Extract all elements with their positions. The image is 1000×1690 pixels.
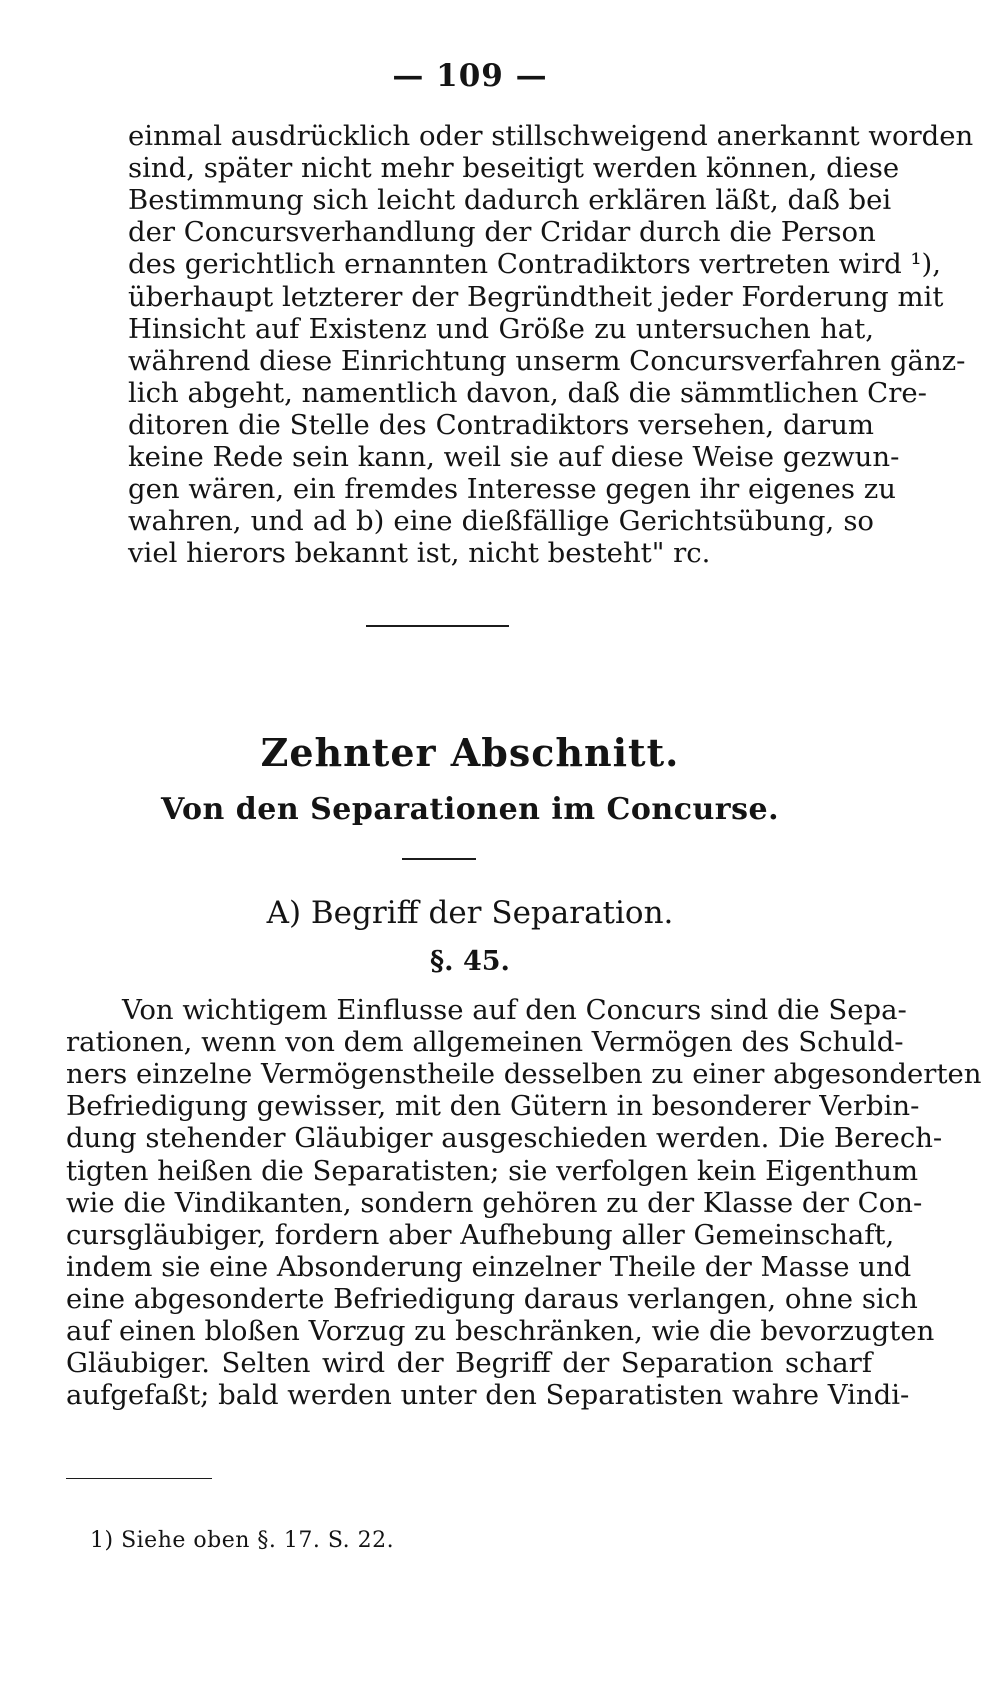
text-line: Bestimmung sich leicht dadurch erklären läßt, daß bei bbox=[128, 184, 892, 216]
paragraph-number: §. 45. bbox=[430, 946, 510, 977]
text-line: viel hierors bekannt ist, nicht besteht" rc. bbox=[128, 537, 711, 569]
text-line: des gerichtlich ernannten Contradiktors vertreten wird ¹), bbox=[128, 248, 941, 280]
text-line: wahren, und ad b) eine dießfällige Gerichtsübung, so bbox=[128, 505, 874, 537]
footnote-rule bbox=[66, 1478, 212, 1479]
section-subtitle: Von den Separationen im Concurse. bbox=[160, 792, 780, 827]
text-line: sind, später nicht mehr beseitigt werden können, diese bbox=[128, 152, 900, 184]
section-title: Zehnter Abschnitt. bbox=[260, 730, 680, 775]
text-line: indem sie eine Absonderung einzelner Theile der Masse und bbox=[66, 1251, 912, 1283]
text-line: während diese Einrichtung unserm Concursverfahren gänz- bbox=[128, 345, 966, 377]
subheading: A) Begriff der Separation. bbox=[266, 895, 674, 931]
text-line: ditoren die Stelle des Contradiktors versehen, darum bbox=[128, 409, 874, 441]
text-line: wie die Vindikanten, sondern gehören zu der Klasse der Con- bbox=[66, 1187, 923, 1219]
text-line: einmal ausdrücklich oder stillschweigend anerkannt worden bbox=[128, 120, 974, 152]
text-line: dung stehender Gläubiger ausgeschieden werden. Die Berech- bbox=[66, 1122, 943, 1154]
text-line: tigten heißen die Separatisten; sie verfolgen kein Eigenthum bbox=[66, 1155, 919, 1187]
text-line: eine abgesonderte Befriedigung daraus verlangen, ohne sich bbox=[66, 1283, 918, 1315]
text-line: gen wären, ein fremdes Interesse gegen ihr eigenes zu bbox=[128, 473, 896, 505]
text-line: Hinsicht auf Existenz und Größe zu untersuchen hat, bbox=[128, 313, 874, 345]
page-number: — 109 — bbox=[392, 58, 548, 94]
footnote: 1) Siehe oben §. 17. S. 22. bbox=[90, 1528, 395, 1553]
text-line: lich abgeht, namentlich davon, daß die sämmtlichen Cre- bbox=[128, 377, 927, 409]
text-line: Gläubiger. Selten wird der Begriff der Separation scharf bbox=[66, 1347, 872, 1379]
separator-rule-short bbox=[402, 858, 476, 860]
text-line: keine Rede sein kann, weil sie auf diese Weise gezwun- bbox=[128, 441, 900, 473]
text-line: cursgläubiger, fordern aber Aufhebung aller Gemeinschaft, bbox=[66, 1219, 895, 1251]
text-line: aufgefaßt; bald werden unter den Separatisten wahre Vindi- bbox=[66, 1379, 910, 1411]
text-line: der Concursverhandlung der Cridar durch die Person bbox=[128, 216, 876, 248]
text-line: rationen, wenn von dem allgemeinen Vermögen des Schuld- bbox=[66, 1026, 904, 1058]
text-line: überhaupt letzterer der Begründtheit jeder Forderung mit bbox=[128, 281, 944, 313]
text-line: Befriedigung gewisser, mit den Gütern in besonderer Verbin- bbox=[66, 1090, 920, 1122]
text-line: Von wichtigem Einflusse auf den Concurs sind die Sepa- bbox=[122, 994, 907, 1026]
separator-rule bbox=[366, 625, 509, 627]
text-line: auf einen bloßen Vorzug zu beschränken, wie die bevorzugten bbox=[66, 1315, 935, 1347]
text-line: ners einzelne Vermögenstheile desselben zu einer abgesonderten bbox=[66, 1058, 982, 1090]
